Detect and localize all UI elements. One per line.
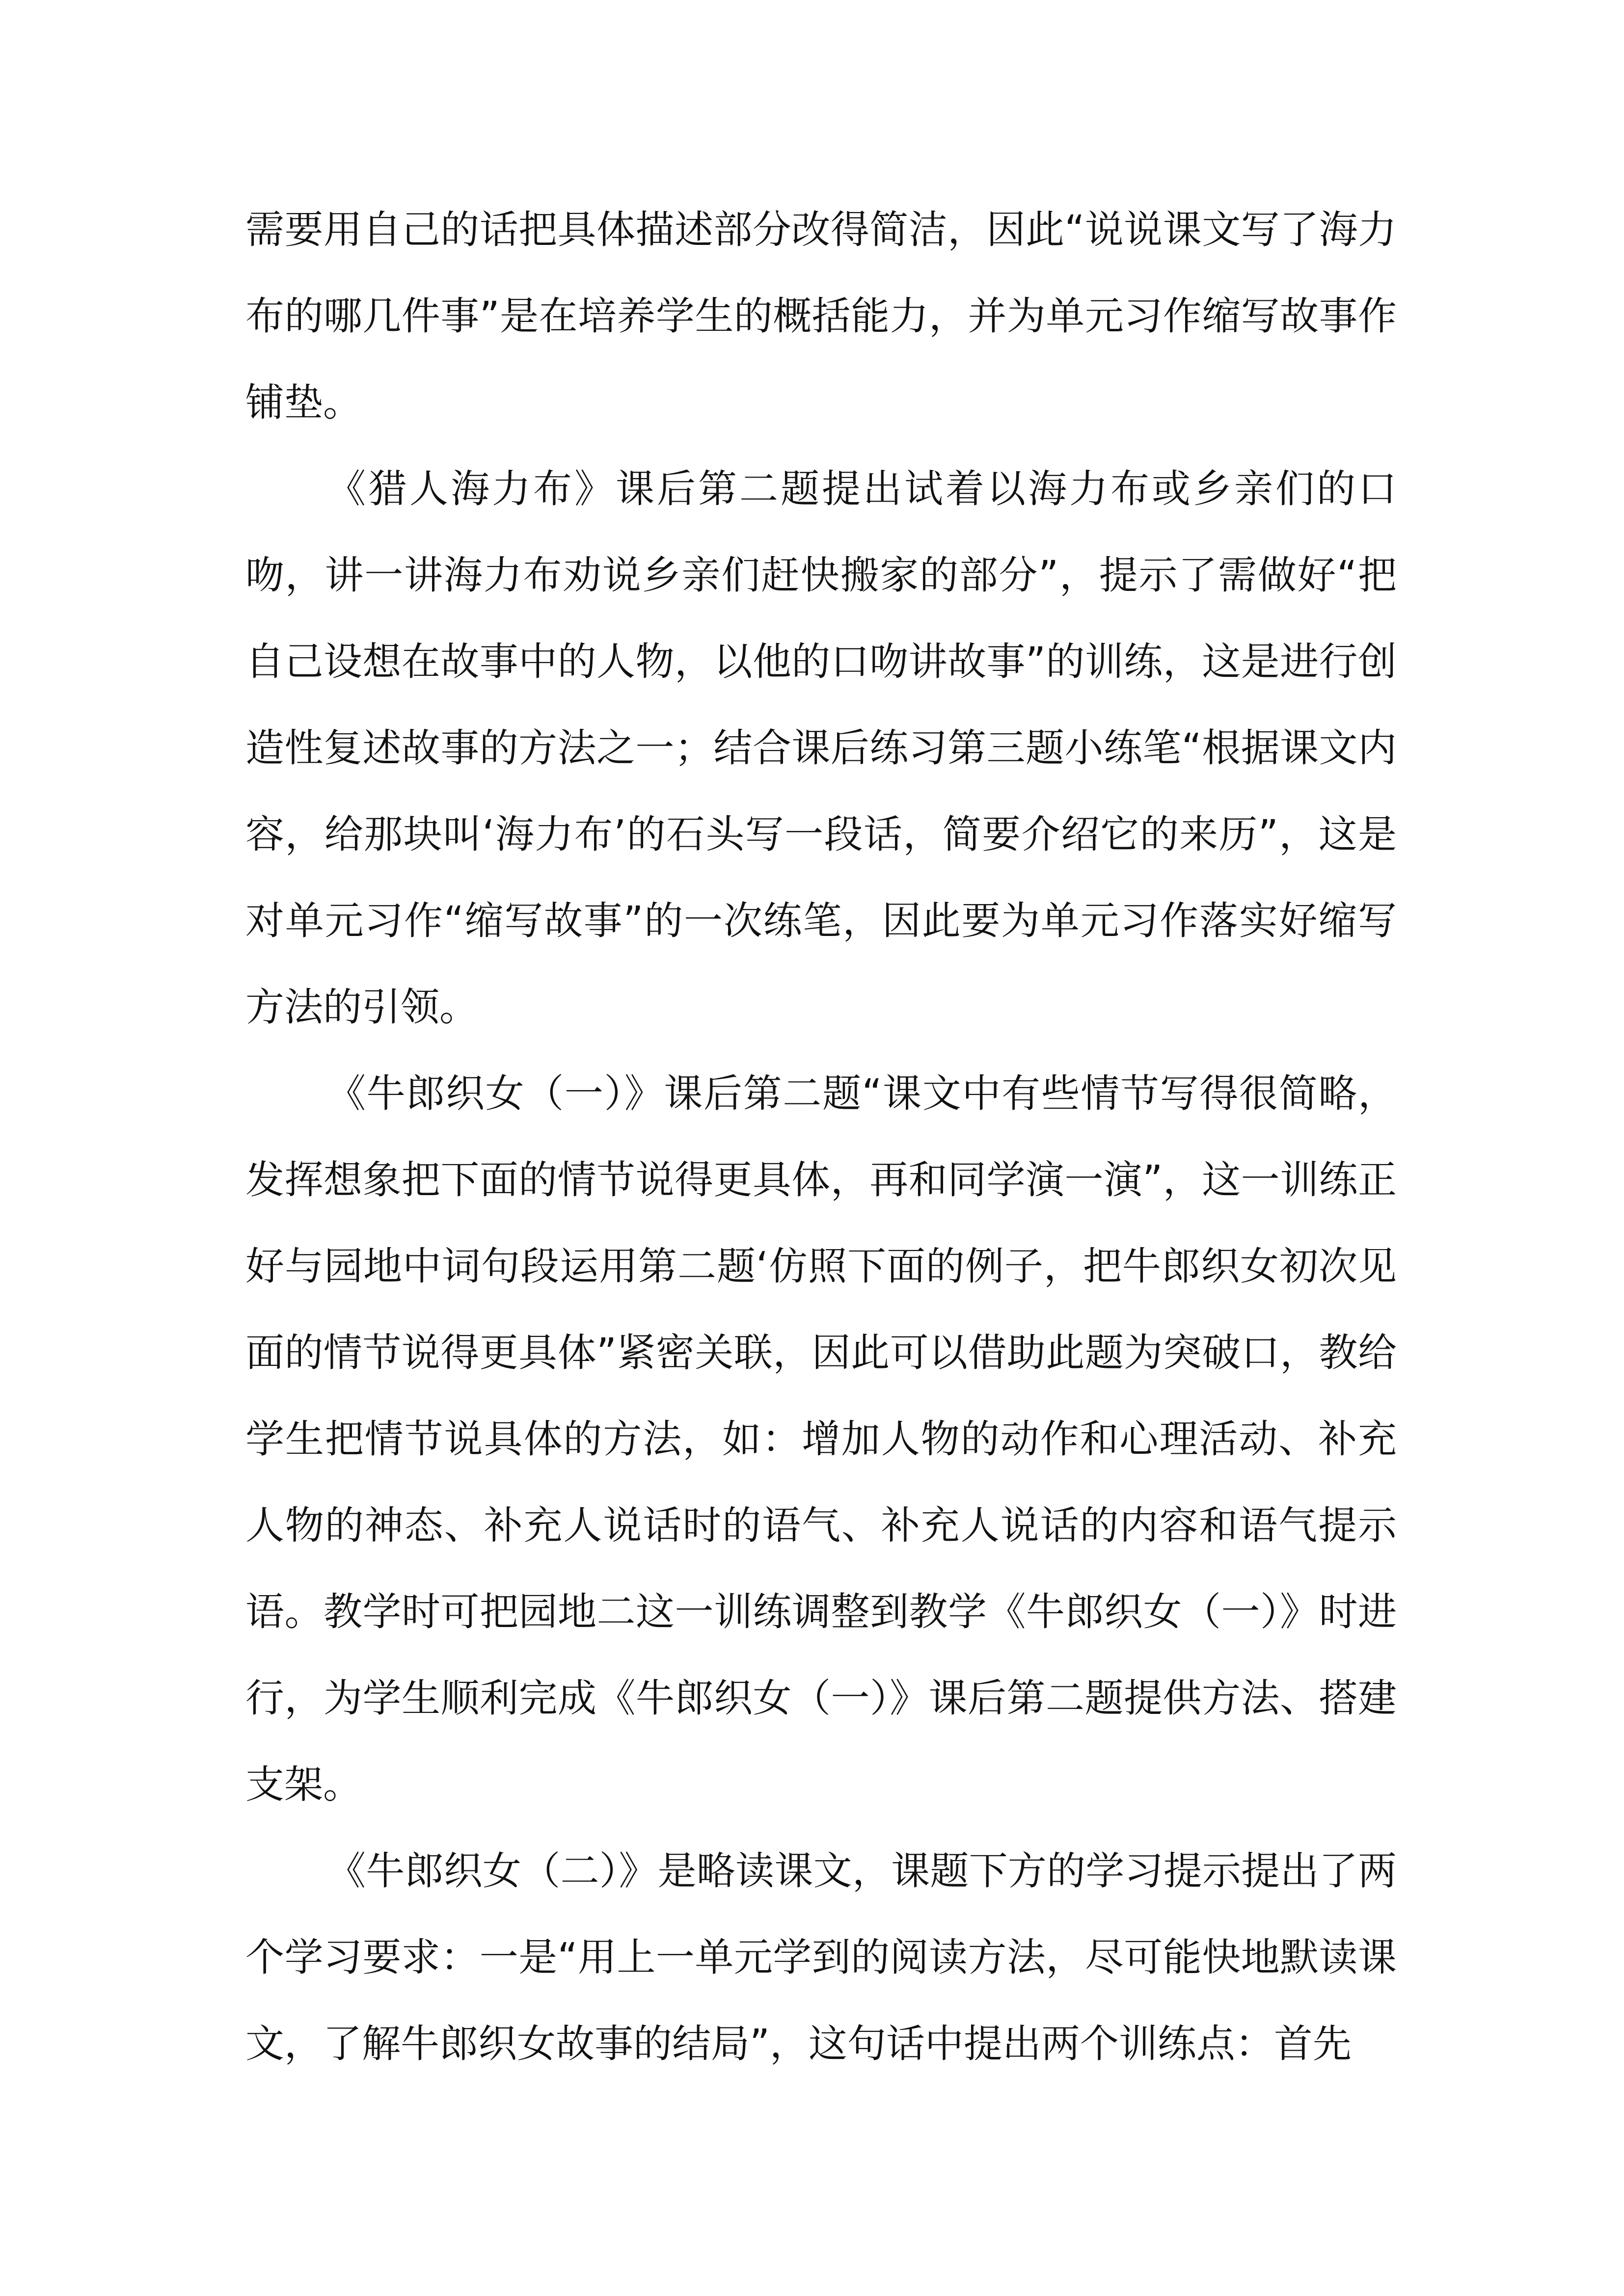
paragraph-2: 《猎人海力布》课后第二题提出试着以海力布或乡亲们的口吻，讲一讲海力布劝说乡亲们赶快搬家的部分”，提示了需做好“把自己设想在故事中的人物，以他的口吻讲故事”的训练，这是进行创造性复述故事的方法之一；结合课后练习第三题小练笔“根据课文内容，给那块叫‘海力布’的石头写一段话，简要介绍它的来历”，这是对单元习作“缩写故事”的一次练笔，因此要为单元习作落实好缩写方法的引领。 — [245, 466, 1397, 1030]
document-page — [245, 187, 1397, 2087]
paragraph-4: 《牛郎织女（二）》是略读课文，课题下方的学习提示提出了两个学习要求：一是“用上一单元学到的阅读方法，尽可能快地默读课文，了解牛郎织女故事的结局”，这句话中提出两个训练点：首先 — [245, 1848, 1397, 2066]
paragraph-1: 需要用自己的话把具体描述部分改得简洁，因此“说说课文写了海力布的哪几件事”是在培养学生的概括能力，并为单元习作缩写故事作铺垫。 — [245, 207, 1397, 425]
paragraph-3: 《牛郎织女（一）》课后第二题“课文中有些情节写得很简略，发挥想象把下面的情节说得更具体，再和同学演一演”，这一训练正好与园地中词句段运用第二题‘仿照下面的例子，把牛郎织女初次见面的情节说得更具体”紧密关联，因此可以借助此题为突破口，教给学生把情节说具体的方法，如：增加人物的动作和心理活动、补充人物的神态、补充人说话时的语气、补充人说话的内容和语气提示语。教学时可把园地二这一训练调整到教学《牛郎织女（一）》时进行，为学生顺利完成《牛郎织女（一）》课后第二题提供方法、搭建支架。 — [245, 1071, 1397, 1807]
